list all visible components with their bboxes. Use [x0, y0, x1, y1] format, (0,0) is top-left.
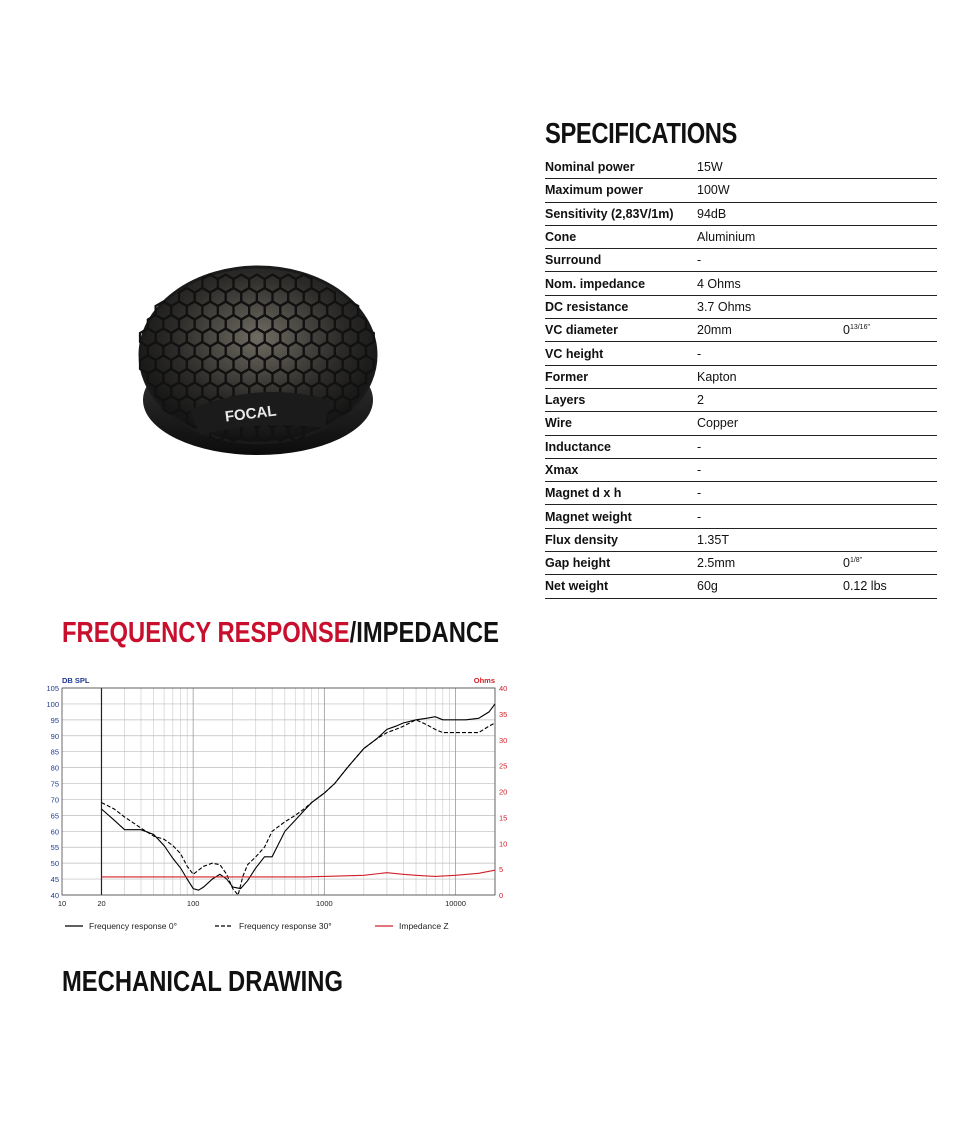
spec-label: Wire [545, 412, 697, 435]
spec-imperial-value [843, 482, 937, 505]
y-tick-label: 75 [50, 779, 59, 789]
y-tick-label: 50 [50, 859, 59, 869]
spec-imperial-fraction: 1/8" [849, 557, 863, 565]
y2-tick-label: 20 [499, 787, 508, 797]
spec-label: Nom. impedance [545, 272, 697, 295]
spec-value: Copper [697, 412, 843, 435]
spec-imperial-main: 0 [843, 556, 850, 571]
legend-label: Frequency response 0° [89, 921, 177, 931]
y-tick-label: 55 [50, 843, 59, 853]
spec-row [545, 342, 937, 365]
frequency-response-label: FREQUENCY RESPONSE [62, 617, 350, 649]
spec-row [545, 295, 937, 318]
spec-imperial-main: 0.12 lbs [843, 579, 887, 594]
spec-imperial-value [843, 249, 937, 272]
y2-axis-label: Ohms [473, 676, 495, 685]
brand-logo: FOCAL [224, 402, 278, 426]
y2-tick-label: 10 [499, 839, 508, 849]
spec-row [545, 482, 937, 505]
spec-imperial-value [843, 528, 937, 551]
spec-row [545, 249, 937, 272]
spec-label: Cone [545, 225, 697, 248]
spec-row [545, 365, 937, 388]
legend-label: Frequency response 30° [239, 921, 332, 931]
spec-value: - [697, 342, 843, 365]
spec-row [545, 505, 937, 528]
spec-imperial-value [843, 342, 937, 365]
spec-imperial-value [843, 225, 937, 248]
spec-imperial-value [843, 505, 937, 528]
spec-imperial-value [843, 319, 937, 342]
spec-row [545, 319, 937, 342]
x-tick-label: 10000 [445, 899, 466, 908]
spec-label: Net weight [545, 575, 697, 598]
spec-imperial-value [843, 575, 937, 598]
plot-frame [62, 688, 495, 895]
spec-imperial-main: 0 [843, 323, 850, 338]
spec-label: Magnet weight [545, 505, 697, 528]
spec-row [545, 388, 937, 411]
spec-row [545, 225, 937, 248]
spec-value: 94dB [697, 202, 843, 225]
spec-imperial-value [843, 179, 937, 202]
spec-value: - [697, 435, 843, 458]
spec-label: DC resistance [545, 295, 697, 318]
y2-tick-label: 0 [499, 891, 504, 900]
series-line-1 [102, 720, 496, 895]
spec-row [545, 272, 937, 295]
y-axis-label: DB SPL [62, 676, 90, 685]
spec-label: Surround [545, 249, 697, 272]
product-photo [130, 250, 390, 480]
x-tick-label: 10 [57, 899, 67, 908]
y-tick-label: 85 [50, 747, 59, 757]
spec-imperial-value [843, 458, 937, 481]
frequency-response-title [62, 617, 499, 650]
spec-imperial-value [843, 552, 937, 575]
spec-imperial-value [843, 156, 937, 179]
spec-row [545, 202, 937, 225]
spec-row [545, 552, 937, 575]
y-tick-label: 80 [50, 763, 59, 773]
spec-imperial-value [843, 272, 937, 295]
y2-tick-label: 30 [499, 735, 508, 745]
spec-value: 20mm [697, 319, 843, 342]
spec-imperial-value [843, 365, 937, 388]
y-tick-label: 100 [46, 699, 59, 709]
spec-row [545, 179, 937, 202]
spec-value: 15W [697, 156, 843, 179]
spec-value: - [697, 482, 843, 505]
spec-label: Gap height [545, 552, 697, 575]
spec-row [545, 458, 937, 481]
spec-value: Aluminium [697, 225, 843, 248]
spec-value: 60g [697, 575, 843, 598]
spec-row [545, 156, 937, 179]
y-tick-label: 105 [46, 684, 59, 693]
y2-tick-label: 35 [499, 709, 508, 719]
y-tick-label: 60 [50, 827, 59, 837]
spec-value: 1.35T [697, 528, 843, 551]
spec-label: Layers [545, 388, 697, 411]
spec-imperial-value [843, 295, 937, 318]
specifications-title: SPECIFICATIONS [545, 118, 738, 150]
spec-label: Xmax [545, 458, 697, 481]
spec-value: 4 Ohms [697, 272, 843, 295]
spec-label: VC diameter [545, 319, 697, 342]
specifications-table [545, 156, 937, 599]
spec-row [545, 575, 937, 598]
y-tick-label: 70 [50, 795, 59, 805]
x-tick-label: 20 [97, 899, 106, 908]
y-tick-label: 40 [50, 891, 59, 900]
mechanical-drawing-title: MECHANICAL DRAWING [62, 966, 343, 998]
x-tick-label: 100 [186, 899, 200, 908]
spec-label: Sensitivity (2,83V/1m) [545, 202, 697, 225]
spec-imperial-value [843, 412, 937, 435]
spec-value: 3.7 Ohms [697, 295, 843, 318]
y2-tick-label: 25 [499, 761, 508, 771]
spec-label: Inductance [545, 435, 697, 458]
spec-value: 2.5mm [697, 552, 843, 575]
spec-label: Nominal power [545, 156, 697, 179]
y2-tick-label: 15 [499, 813, 508, 823]
y-tick-label: 90 [50, 731, 59, 741]
y-tick-label: 65 [50, 811, 59, 821]
spec-value: 2 [697, 388, 843, 411]
spec-value: - [697, 505, 843, 528]
y2-tick-label: 40 [499, 684, 508, 693]
series-line-0 [102, 704, 496, 890]
series-line-2 [102, 870, 496, 877]
spec-value: - [697, 249, 843, 272]
spec-row [545, 412, 937, 435]
spec-label: Maximum power [545, 179, 697, 202]
spec-row [545, 435, 937, 458]
legend-label: Impedance Z [399, 921, 449, 931]
spec-label: Magnet d x h [545, 482, 697, 505]
spec-label: Former [545, 365, 697, 388]
spec-label: VC height [545, 342, 697, 365]
spec-imperial-value [843, 388, 937, 411]
spec-imperial-value [843, 435, 937, 458]
y-tick-label: 45 [50, 875, 59, 885]
spec-imperial-fraction: 13/16" [849, 324, 870, 332]
spec-value: - [697, 458, 843, 481]
impedance-label: /IMPEDANCE [349, 617, 499, 649]
y2-tick-label: 5 [499, 865, 504, 875]
spec-row [545, 528, 937, 551]
y-tick-label: 95 [50, 715, 59, 725]
spec-imperial-value [843, 202, 937, 225]
spec-value: Kapton [697, 365, 843, 388]
frequency-response-chart [40, 672, 520, 942]
x-tick-label: 1000 [315, 899, 333, 908]
spec-label: Flux density [545, 528, 697, 551]
spec-value: 100W [697, 179, 843, 202]
